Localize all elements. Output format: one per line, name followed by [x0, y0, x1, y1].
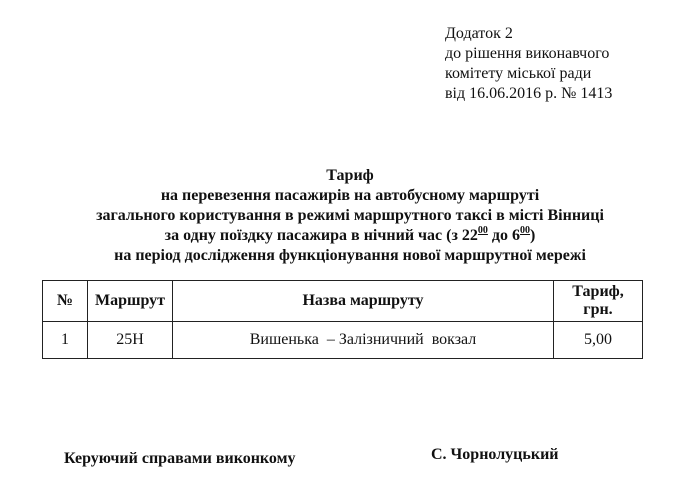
title-line: на перевезення пасажирів на автобусному маршруті: [160, 187, 540, 204]
title-line-time: [0, 226, 700, 246]
annex-block: [445, 24, 612, 104]
annex-line: до рішення виконавчого: [445, 45, 610, 62]
title-time-mid: до 6: [487, 227, 521, 244]
header-tariff-line1: Тариф,: [572, 283, 624, 300]
title-time-suffix: ): [530, 227, 536, 244]
header-route: Маршрут: [88, 281, 173, 322]
tariff-table: [42, 280, 643, 359]
header-num: №: [43, 281, 88, 322]
signatory-name: С. Чорнолуцький: [431, 446, 559, 463]
title-heading: Тариф: [326, 167, 374, 184]
document-title: [0, 166, 700, 266]
title-time-sup: 00: [520, 225, 531, 236]
title-time-prefix: за одну поїздку пасажира в нічний час (з 22: [164, 227, 478, 244]
cell-route: 25Н: [88, 322, 173, 359]
cell-route-name: Вишенька – Залізничний вокзал: [173, 322, 554, 359]
annex-line: від 16.06.2016 р. № 1413: [445, 85, 613, 102]
signature-position: Керуючий справами виконкому: [64, 450, 296, 467]
title-time-sup: 00: [477, 225, 488, 236]
header-tariff: [554, 281, 643, 322]
title-line: загального користування в режимі маршрутного таксі в місті Вінниці: [96, 207, 604, 224]
header-route-name: Назва маршруту: [173, 281, 554, 322]
annex-line: комітету міської ради: [445, 65, 592, 82]
cell-tariff: 5,00: [554, 322, 643, 359]
cell-num: 1: [43, 322, 88, 359]
table-row: [43, 322, 643, 359]
title-line: на період дослідження функціонування нової маршрутної мережі: [114, 247, 586, 264]
annex-line: Додаток 2: [445, 25, 513, 42]
header-tariff-line2: грн.: [583, 301, 613, 318]
table-header-row: [43, 281, 643, 322]
